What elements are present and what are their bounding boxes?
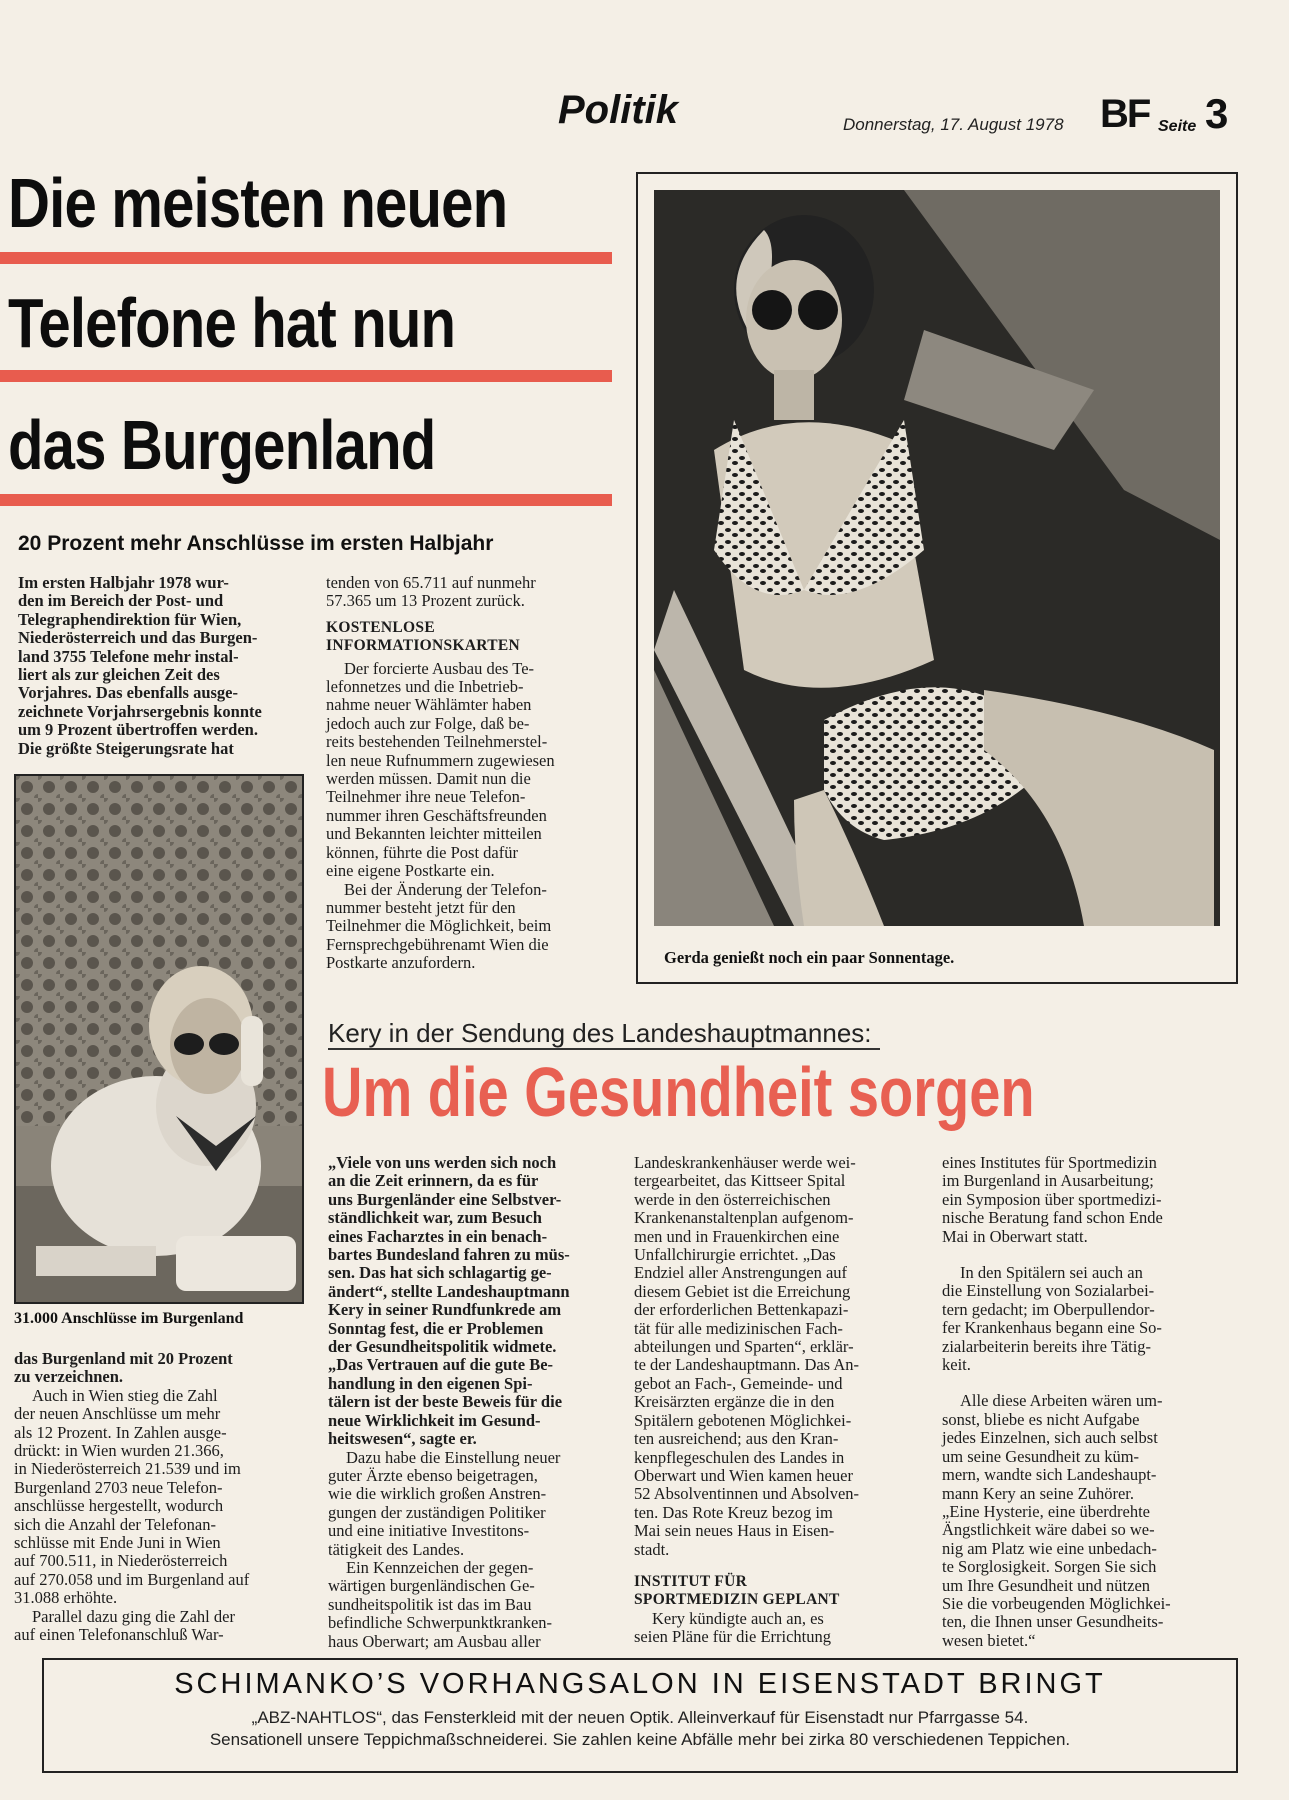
text-line: tät für alle medizinischen Fach- [634,1318,843,1338]
text-line: der Gesundheitspolitik widmete. [328,1337,557,1357]
text-line: gebot an Fach-, Gemeinde- und [634,1373,843,1393]
text-line: men und in Frauenkirchen eine [634,1226,840,1246]
text-line: 31.088 erhöhte. [14,1588,118,1608]
article1-col1-continued [14,1350,308,1645]
text-line: wie die wirklich großen Anstren- [328,1484,547,1504]
text-line: mann Kery an seine Zuhörer. [942,1483,1134,1503]
text-line: zeichnete Vorjahrsergebnis konnte [18,701,262,721]
text-line: neue Wirklichkeit im Gesund- [328,1410,541,1430]
text-line: Teilnehmer ihre neue Telefon- [326,787,526,807]
article2-col3 [942,1154,1236,1650]
text-line: Burgenland 2703 neue Telefon- [14,1477,223,1497]
text-line: Im ersten Halbjahr 1978 wur- [18,573,229,592]
text-line: drückt: in Wien wurden 21.366, [14,1441,224,1461]
headline-line-1: Die meisten neuen [8,164,508,242]
text-line: als 12 Prozent. In Zahlen ausge- [14,1422,227,1442]
text-line: ten. Das Rote Kreuz bezog im [634,1502,833,1522]
text-line: Krankenanstaltenplan aufgenom- [634,1208,854,1228]
issue-date: Donnerstag, 17. August 1978 [843,115,1064,134]
text-line: schlüsse mit Ende Juni in Wien [14,1533,221,1553]
text-line: Mai in Oberwart statt. [942,1226,1088,1246]
phone-photo-caption: 31.000 Anschlüsse im Burgenland [14,1310,244,1327]
section-subtitle: INSTITUT FÜR [634,1572,748,1590]
section-title: Politik [558,88,679,132]
text-line: eines Facharztes in ein benach- [328,1226,548,1246]
text-line: tätigkeit des Landes. [328,1539,465,1559]
text-line: in Niederösterreich 21.539 und im [14,1459,241,1479]
text-line: eines Institutes für Sportmedizin [942,1153,1157,1172]
text-line: ein Symposion über sportmedizi- [942,1189,1162,1209]
text-line: tenden von 65.711 auf nunmehr [326,573,536,592]
text-line: Unfallchirurgie errichtet. „Das [634,1245,836,1265]
page-number: 3 [1205,90,1229,137]
text-line: Postkarte anzufordern. [326,953,476,973]
phone-photo [14,774,304,1304]
text-line: Dazu habe die Einstellung neuer [346,1447,561,1467]
text-line: nig am Platz wie eine unbedach- [942,1538,1157,1558]
text-line: seien Pläne für die Errichtung [634,1627,832,1647]
text-line: sen. Das hat sich schlagartig ge- [328,1263,552,1283]
text-line [942,1246,1236,1264]
text-line: sundheitspolitik ist das im Bau [328,1594,532,1614]
text-line: werden müssen. Damit nun die [326,769,531,789]
text-line: heitswesen“, sagte er. [328,1429,477,1449]
text-line: wärtigen burgenländischen Ge- [328,1576,535,1596]
large-photo-frame [636,172,1238,984]
text-line [942,1374,1236,1392]
text-line: keit. [942,1355,971,1375]
text-line: nahme neuer Wählämter haben [326,695,532,715]
headline-red-rule [0,252,612,264]
text-line: Bei der Änderung der Telefon- [344,879,547,899]
newspaper-logo: BF [1100,92,1150,136]
text-line: te Sorglosigkeit. Sorgen Sie sich [942,1557,1157,1577]
text-line: tern gedacht; im Oberpullendor- [942,1299,1155,1319]
text-line: im Burgenland in Ausarbeitung; [942,1171,1154,1191]
headline-line-3: das Burgenland [8,406,436,484]
ad-line-1: „ABZ-NAHTLOS“, das Fensterkleid mit der neuen Optik. Alleinverkauf für Eisenstadt nur Pfarrgasse 54. [251,1708,1029,1727]
article-subhead: 20 Prozent mehr Anschlüsse im ersten Halbjahr [18,532,494,555]
text-line: ten, die Ihnen unser Gesundheits- [942,1612,1164,1632]
text-line: das Burgenland mit 20 Prozent [14,1349,233,1368]
ad-line-2: Sensationell unsere Teppichmaßschneiderei. Sie zahlen keine Abfälle mehr bei zirka 80 verschiedenen Teppichen. [209,1730,1071,1749]
text-line: Die größte Steigerungsrate hat [18,738,234,758]
text-line: nische Beratung fand schon Ende [942,1208,1163,1228]
text-line: können, führte die Post dafür [326,842,518,862]
article2-col2 [634,1154,926,1647]
text-line: guter Ärzte ebenso beigetragen, [328,1465,538,1485]
text-line: Oberwart und Wien kamen heuer [634,1465,853,1485]
text-line: reits bestehenden Teilnehmerstel- [326,732,548,752]
text-line: 57.365 um 13 Prozent zurück. [326,591,525,611]
text-line: Sie die vorbeugenden Möglichkei- [942,1593,1171,1613]
text-line: Fernsprechgebührenamt Wien die [326,934,549,954]
text-line: befindliche Schwerpunktkranken- [328,1613,553,1633]
text-line: haus Oberwart; am Ausbau aller [328,1631,541,1651]
text-line: der erforderlichen Bettenkapazi- [634,1300,849,1320]
text-line: Kery kündigte auch an, es [652,1608,824,1628]
text-line: der neuen Anschlüsse um mehr [14,1404,221,1424]
text-line: auf 700.511, in Niederösterreich [14,1551,228,1571]
text-line: gungen der zuständigen Politiker [328,1502,546,1522]
text-line: zialarbeiterin bereits ihre Tätig- [942,1336,1152,1356]
text-line: tergearbeitet, das Kittseer Spital [634,1171,846,1191]
text-line: In den Spitälern sei auch an [960,1263,1143,1283]
text-line: die Einstellung von Sozialarbei- [942,1281,1155,1301]
text-line: nummer ihren Geschäftsfreunden [326,805,547,825]
text-line: „Eine Hysterie, eine überdrehte [942,1501,1150,1521]
text-line: Auch in Wien stieg die Zahl [32,1385,218,1405]
text-line: len neue Rufnummern zugewiesen [326,750,555,770]
text-line: ändert“, stellte Landeshauptmann [328,1281,570,1301]
section-subtitle: KOSTENLOSE [326,618,435,636]
advertisement-box [42,1658,1238,1773]
text-line: Parallel dazu ging die Zahl der [32,1606,235,1626]
text-line: Vorjahres. Das ebenfalls ausge- [18,683,239,703]
text-line: land 3755 Telefone mehr instal- [18,646,239,666]
text-line: Ein Kennzeichen der gegen- [346,1557,534,1577]
text-line: ständlichkeit war, zum Besuch [328,1208,542,1228]
text-line: te der Landeshauptmann. Das An- [634,1355,859,1375]
text-line: Ängstlichkeit wäre dabei so we- [942,1520,1155,1540]
headline-line-2: Telefone hat nun [8,284,456,362]
text-line: sonst, bliebe es nicht Aufgabe [942,1409,1140,1429]
text-line: Telegraphendirektion für Wien, [18,609,242,629]
text-line: Sonntag fest, die er Problemen [328,1318,544,1338]
text-line: mern, wandte sich Landeshaupt- [942,1465,1157,1485]
article2-kicker: Kery in der Sendung des Landeshauptmannes: [328,1018,872,1048]
section-subtitle: INFORMATIONSKARTEN [326,637,521,655]
text-line: Teilnehmer die Möglichkeit, beim [326,916,552,936]
headline-red-rule [0,370,612,382]
text-line: handlung in den eigenen Spi- [328,1373,533,1393]
text-line: Endziel aller Anstrengungen auf [634,1263,848,1283]
text-line: den im Bereich der Post- und [18,591,224,611]
text-line: lefonnetzes und die Inbetrieb- [326,677,524,697]
text-line: nummer besteht jetzt für den [326,897,516,917]
text-line: jedes Einzelnen, sich auch selbst [942,1428,1158,1448]
text-line: jedoch auch zur Folge, daß be- [326,713,530,733]
text-line: liert als zur gleichen Zeit des [18,665,220,685]
section-subtitle: SPORTMEDIZIN GEPLANT [634,1591,840,1609]
text-line: anschlüsse hergestellt, wodurch [14,1496,224,1516]
ad-title: SCHIMANKO’S VORHANGSALON IN EISENSTADT BRINGT [174,1668,1106,1700]
text-line: auf einen Telefonanschluß War- [14,1625,224,1645]
text-line: ten ausreichend; aus den Kran- [634,1429,839,1449]
phone-photo-image [16,776,302,1302]
text-line: um Ihre Gesundheit und nützen [942,1575,1151,1595]
text-line: wesen bietet.“ [942,1630,1036,1650]
text-line: an die Zeit erinnern, da es für [328,1171,539,1191]
text-line: diesem Gebiet ist die Erreichung [634,1281,851,1301]
text-line: stadt. [634,1539,670,1559]
article1-intro [18,574,308,758]
text-line: Der forcierte Ausbau des Te- [344,658,535,678]
text-line: „Das Vertrauen auf die gute Be- [328,1355,554,1375]
text-line: Kreisärzten ergänze die in den [634,1392,835,1412]
kicker-underline [328,1048,880,1050]
text-line: werde in den österreichischen [634,1189,831,1209]
page-label: Seite [1158,118,1197,135]
article2-headline: Um die Gesundheit sorgen [322,1053,1035,1131]
text-line: kenpflegeschulen des Landes in [634,1447,845,1467]
text-line: und Bekannten leichter mitteilen [326,824,542,844]
article1-col2 [326,574,618,973]
text-line: bartes Bundesland fahren zu müs- [328,1245,570,1265]
text-line: Alle diese Arbeiten wären um- [960,1391,1163,1411]
text-line: auf 270.058 und im Burgenland auf [14,1569,250,1589]
text-line: „Viele von uns werden sich noch [328,1153,557,1172]
text-line: Niederösterreich und das Burgen- [18,628,258,648]
text-line: uns Burgenländer eine Selbstver- [328,1189,562,1209]
text-line: zu verzeichnen. [14,1367,124,1387]
text-line: Mai sein neues Haus in Eisen- [634,1521,835,1541]
text-line: Landeskrankenhäuser werde wei- [634,1153,856,1172]
text-line: eine eigene Postkarte ein. [326,861,495,881]
text-line: 52 Absolventinnen und Absolven- [634,1484,860,1504]
text-line: sich die Anzahl der Telefonan- [14,1514,216,1534]
text-line: tälern ist der beste Beweis für die [328,1392,563,1412]
text-line: fer Krankenhaus begann eine So- [942,1318,1162,1338]
text-line: Spitälern gebotenen Möglichkei- [634,1410,852,1430]
text-line: abteilungen und Sparten“, erklär- [634,1337,854,1357]
headline-red-rule [0,494,612,506]
large-photo-caption: Gerda genießt noch ein paar Sonnentage. [664,948,955,967]
bikini-photo-image [654,190,1220,926]
text-line: und eine initiative Investitons- [328,1521,530,1541]
text-line: um seine Gesundheit zu küm- [942,1446,1140,1466]
text-line: um 9 Prozent übertroffen werden. [18,720,258,740]
article2-col1 [328,1154,618,1651]
text-line: Kery in seiner Rundfunkrede am [328,1300,562,1320]
